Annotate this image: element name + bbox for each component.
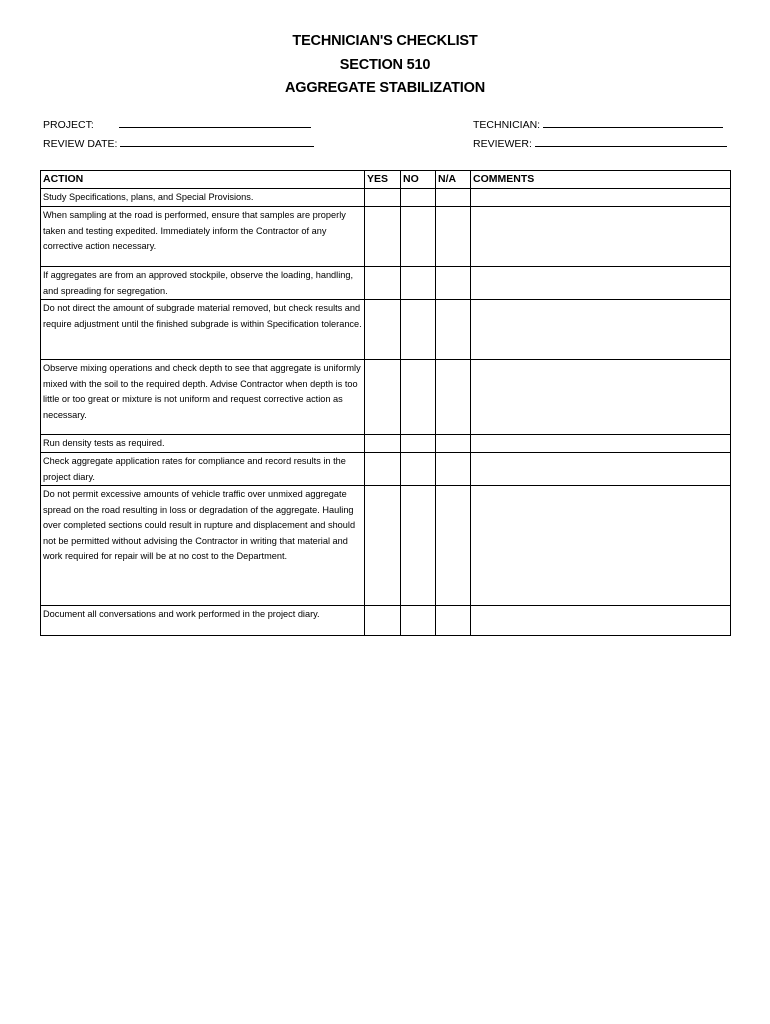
column-header-no: NO bbox=[401, 171, 436, 189]
reviewer-blank-line[interactable] bbox=[535, 135, 727, 147]
table-row bbox=[41, 207, 731, 267]
yes-cell[interactable] bbox=[365, 606, 401, 636]
na-cell[interactable] bbox=[436, 606, 471, 636]
comments-cell[interactable] bbox=[471, 360, 731, 435]
checklist-table bbox=[40, 170, 731, 636]
comments-cell[interactable] bbox=[471, 453, 731, 486]
na-cell[interactable] bbox=[436, 267, 471, 300]
project-label: PROJECT: bbox=[43, 119, 94, 131]
na-cell[interactable] bbox=[436, 207, 471, 267]
comments-cell[interactable] bbox=[471, 606, 731, 636]
action-cell: Check aggregate application rates for compliance and record results in the project diary. bbox=[41, 453, 365, 486]
table-row bbox=[41, 360, 731, 435]
table-row bbox=[41, 267, 731, 300]
yes-cell[interactable] bbox=[365, 267, 401, 300]
na-cell[interactable] bbox=[436, 189, 471, 207]
table-row bbox=[41, 300, 731, 360]
comments-cell[interactable] bbox=[471, 189, 731, 207]
comments-cell[interactable] bbox=[471, 267, 731, 300]
na-cell[interactable] bbox=[436, 300, 471, 360]
table-row bbox=[41, 486, 731, 606]
yes-cell[interactable] bbox=[365, 486, 401, 606]
table-row bbox=[41, 189, 731, 207]
no-cell[interactable] bbox=[401, 435, 436, 453]
title-line-3: AGGREGATE STABILIZATION bbox=[284, 80, 485, 96]
column-header-comments: COMMENTS bbox=[471, 171, 731, 189]
no-cell[interactable] bbox=[401, 207, 436, 267]
action-cell: Do not direct the amount of subgrade material removed, but check results and require adjustment until the finished subgrade is within Specification tolerance. bbox=[41, 300, 365, 360]
no-cell[interactable] bbox=[401, 267, 436, 300]
comments-cell[interactable] bbox=[471, 435, 731, 453]
reviewer-label: REVIEWER: bbox=[473, 138, 532, 150]
review-date-label: REVIEW DATE: bbox=[43, 138, 118, 150]
no-cell[interactable] bbox=[401, 606, 436, 636]
no-cell[interactable] bbox=[401, 453, 436, 486]
action-cell: Observe mixing operations and check depth to see that aggregate is uniformly mixed with the soil to the required depth. Advise Contractor when depth is too little or too great or mixture is not uniform and request corrective action as necessary. bbox=[41, 360, 365, 435]
column-header-action: ACTION bbox=[41, 171, 365, 189]
table-row bbox=[41, 435, 731, 453]
column-header-na: N/A bbox=[436, 171, 471, 189]
review-date-field bbox=[43, 135, 314, 150]
na-cell[interactable] bbox=[436, 486, 471, 606]
yes-cell[interactable] bbox=[365, 207, 401, 267]
no-cell[interactable] bbox=[401, 300, 436, 360]
action-cell: Run density tests as required. bbox=[41, 435, 365, 453]
action-cell: If aggregates are from an approved stockpile, observe the loading, handling, and spreading for segregation. bbox=[41, 267, 365, 300]
na-cell[interactable] bbox=[436, 453, 471, 486]
comments-cell[interactable] bbox=[471, 486, 731, 606]
project-blank-line[interactable] bbox=[119, 116, 311, 128]
yes-cell[interactable] bbox=[365, 189, 401, 207]
no-cell[interactable] bbox=[401, 486, 436, 606]
table-header-row bbox=[41, 171, 731, 189]
title-line-1: TECHNICIAN'S CHECKLIST bbox=[292, 33, 478, 49]
yes-cell[interactable] bbox=[365, 435, 401, 453]
review-date-blank-line[interactable] bbox=[120, 135, 314, 147]
na-cell[interactable] bbox=[436, 435, 471, 453]
no-cell[interactable] bbox=[401, 189, 436, 207]
yes-cell[interactable] bbox=[365, 360, 401, 435]
technician-field bbox=[473, 116, 723, 131]
comments-cell[interactable] bbox=[471, 207, 731, 267]
reviewer-field bbox=[473, 135, 727, 150]
no-cell[interactable] bbox=[401, 360, 436, 435]
title-line-2: SECTION 510 bbox=[339, 56, 431, 73]
table-row bbox=[41, 453, 731, 486]
table-row bbox=[41, 606, 731, 636]
action-cell: When sampling at the road is performed, ensure that samples are properly taken and testing expedited. Immediately inform the Contractor of any corrective action necessary. bbox=[41, 207, 365, 267]
action-cell: Do not permit excessive amounts of vehicle traffic over unmixed aggregate spread on the road resulting in loss or degradation of the aggregate. Hauling over completed sections could result in rupture and displacement and should not be permitted without advising the Contractor in writing that material and work required for repair will be at no cost to the Department. bbox=[41, 486, 365, 606]
technician-label: TECHNICIAN: bbox=[473, 119, 541, 131]
action-cell: Document all conversations and work performed in the project diary. bbox=[41, 606, 365, 636]
technician-blank-line[interactable] bbox=[543, 116, 723, 128]
na-cell[interactable] bbox=[436, 360, 471, 435]
column-header-yes: YES bbox=[365, 171, 401, 189]
action-cell: Study Specifications, plans, and Special Provisions. bbox=[41, 189, 365, 207]
yes-cell[interactable] bbox=[365, 453, 401, 486]
project-field bbox=[43, 116, 311, 131]
yes-cell[interactable] bbox=[365, 300, 401, 360]
document-title bbox=[0, 30, 770, 101]
comments-cell[interactable] bbox=[471, 300, 731, 360]
